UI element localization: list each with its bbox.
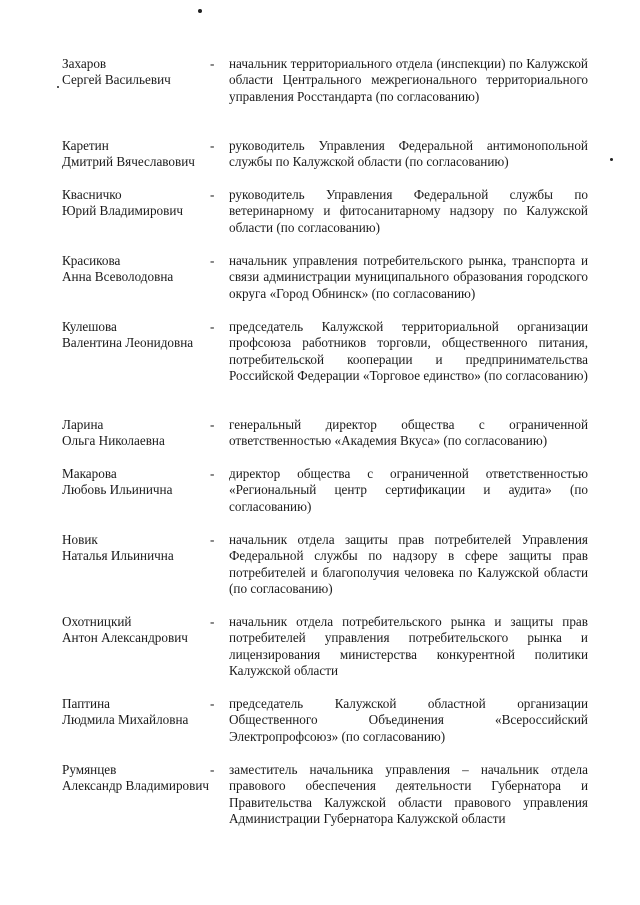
member-surname: Квасничко (62, 187, 122, 202)
member-given-name: Александр Владимирович (62, 778, 210, 794)
dash-separator: - (210, 253, 215, 268)
member-surname: Макарова (62, 466, 117, 481)
member-position: начальник управления потребительского рынка, транспорта и связи администрации муниципального образования городского округа «Город Обнинск» (по согласованию) (229, 253, 588, 301)
member-surname: Румянцев (62, 762, 117, 777)
member-position: директор общества с ограниченной ответственностью «Региональный центр сертификации и аудита» (по согласованию) (229, 466, 588, 514)
dash-separator: - (210, 319, 215, 334)
member-name (62, 762, 215, 795)
member-name (62, 696, 215, 729)
member-position: руководитель Управления Федеральной службы по ветеринарному и фитосанитарному надзору по Калужской области (по согласованию) (229, 187, 588, 235)
member-position: председатель Калужской областной организации Общественного Объединения «Всероссийский Электропрофсоюз» (по согласованию) (229, 696, 588, 744)
dash-separator: - (210, 417, 215, 432)
member-given-name: Ольга Николаевна (62, 433, 165, 449)
member-position: начальник отдела защиты прав потребителей Управления Федеральной службы по надзору в сфере защиты прав потребителей и благополучия человека по Калужской области (по согласованию) (229, 532, 588, 597)
member-name (62, 56, 215, 89)
member-given-name: Юрий Владимирович (62, 203, 184, 219)
dash-separator: - (210, 614, 215, 629)
member-given-name: Людмила Михайловна (62, 712, 189, 728)
member-position: генеральный директор общества с ограниченной ответственностью «Академия Вкуса» (по согласованию) (229, 417, 588, 449)
dash-separator: - (210, 532, 215, 547)
member-surname: Захаров (62, 56, 107, 71)
member-position: заместитель начальника управления – начальник отдела правового обеспечения деятельности Губернатора и Правительства Калужской области правового управления Администрации Губернатора Калужской области (229, 762, 588, 827)
member-given-name: Анна Всеволодовна (62, 269, 174, 285)
member-given-name: Сергей Васильевич (62, 72, 171, 88)
member-given-name: Валентина Леонидовна (62, 335, 194, 351)
member-name (62, 138, 215, 171)
dash-separator: - (210, 762, 215, 777)
member-name (62, 319, 215, 352)
member-position: председатель Калужской территориальной организации профсоюза работников торговли, общественного питания, потребительской кооперации и предпринимательства Российской Федерации «Торговое единство» (по согласованию) (229, 319, 588, 384)
member-name (62, 466, 215, 499)
member-name (62, 614, 215, 647)
member-given-name: Дмитрий Вячеславович (62, 154, 195, 170)
scan-speck (610, 158, 613, 161)
member-surname: Красикова (62, 253, 121, 268)
member-name (62, 187, 215, 220)
member-position: начальник территориального отдела (инспекции) по Калужской области Центрального межрегионального территориального управления Росстандарта (по согласованию) (229, 56, 588, 104)
member-surname: Каретин (62, 138, 109, 153)
member-surname: Ларина (62, 417, 104, 432)
member-surname: Паптина (62, 696, 110, 711)
scan-speck (57, 86, 59, 88)
member-surname: Новик (62, 532, 98, 547)
member-position: руководитель Управления Федеральной антимонопольной службы по Калужской области (по согласованию) (229, 138, 588, 170)
dash-separator: - (210, 696, 215, 711)
member-position: начальник отдела потребительского рынка и защиты прав потребителей управления потребительского рынка и лицензирования министерства конкурентной политики Калужской области (229, 614, 588, 679)
dash-separator: - (210, 138, 215, 153)
dash-separator: - (210, 187, 215, 202)
member-surname: Кулешова (62, 319, 117, 334)
member-name (62, 417, 215, 450)
member-given-name: Наталья Ильинична (62, 548, 174, 564)
member-given-name: Любовь Ильинична (62, 482, 173, 498)
member-surname: Охотницкий (62, 614, 132, 629)
member-name (62, 253, 215, 286)
member-name (62, 532, 215, 565)
dash-separator: - (210, 466, 215, 481)
dash-separator: - (210, 56, 215, 71)
scan-speck (198, 9, 202, 13)
member-given-name: Антон Александрович (62, 630, 188, 646)
